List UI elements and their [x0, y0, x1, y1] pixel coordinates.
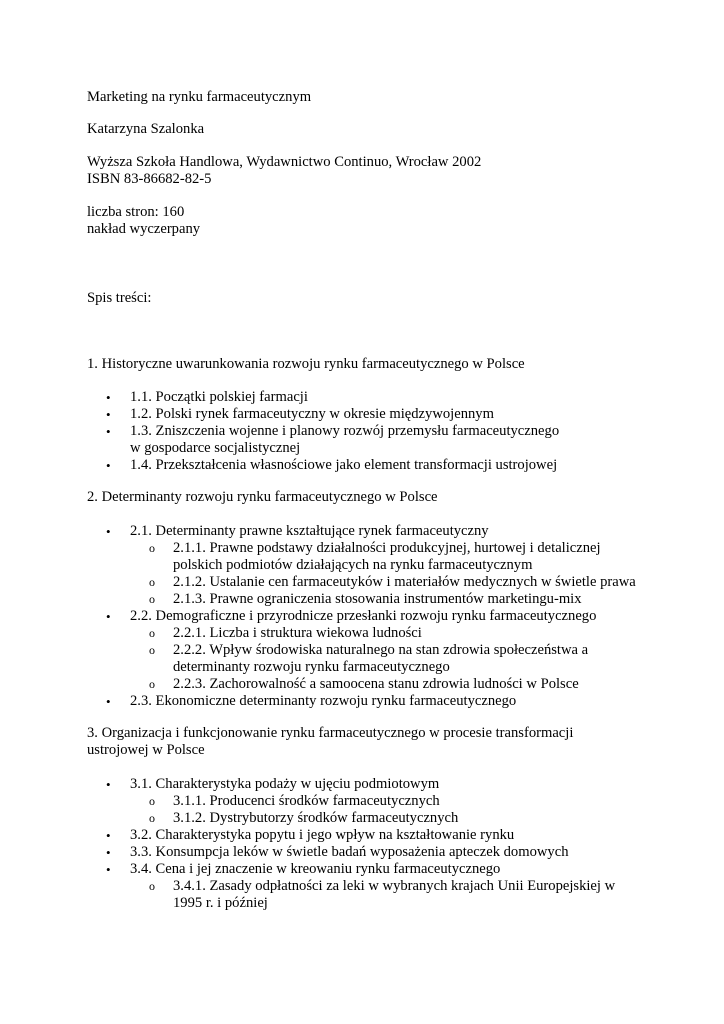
- book-pages: liczba stron: 160: [87, 204, 185, 220]
- toc-item: • 2.3. Ekonomiczne determinanty rozwoju rynku farmaceutycznego: [106, 693, 517, 709]
- toc-subitem: o 2.2.2. Wpływ środowiska naturalnego na stan zdrowia społeczeństwa a determinanty rozwoju rynku farmaceutycznego: [149, 642, 589, 675]
- circle-bullet-icon: o: [149, 541, 155, 555]
- bullet-icon: •: [106, 609, 111, 624]
- bullet-icon: •: [106, 524, 111, 539]
- toc-heading: Spis treści:: [87, 290, 152, 306]
- book-isbn: ISBN 83-86682-82-5: [87, 171, 212, 187]
- bullet-icon: •: [106, 458, 111, 473]
- toc-item: • 3.4. Cena i jej znaczenie w kreowaniu rynku farmaceutycznego: [106, 861, 501, 877]
- toc-item: • 2.1. Determinanty prawne kształtujące rynek farmaceutyczny: [106, 523, 489, 539]
- bullet-icon: •: [106, 777, 111, 792]
- bullet-icon: •: [106, 828, 111, 843]
- toc-subitem: o 3.1.1. Producenci środków farmaceutycznych: [149, 793, 440, 809]
- toc-item: • 2.2. Demograficzne i przyrodnicze przesłanki rozwoju rynku farmaceutycznego: [106, 608, 597, 624]
- toc-item: • 1.1. Początki polskiej farmacji: [106, 389, 308, 405]
- bullet-icon: •: [106, 862, 111, 877]
- book-publisher: Wyższa Szkoła Handlowa, Wydawnictwo Continuo, Wrocław 2002: [87, 154, 482, 170]
- toc-subitem: o 2.2.3. Zachorowalność a samoocena stanu zdrowia ludności w Polsce: [149, 676, 579, 692]
- book-author: Katarzyna Szalonka: [87, 121, 205, 137]
- toc-item: • 3.2. Charakterystyka popytu i jego wpływ na kształtowanie rynku: [106, 827, 515, 843]
- chapter-2-list: [87, 523, 647, 710]
- chapter-title: 1. Historyczne uwarunkowania rozwoju rynku farmaceutycznego w Polsce: [87, 356, 525, 372]
- chapter-title: 2. Determinanty rozwoju rynku farmaceutycznego w Polsce: [87, 489, 438, 505]
- chapter-3-list: [87, 776, 647, 912]
- book-edition: nakład wyczerpany: [87, 221, 201, 237]
- toc-subitem: o 2.1.1. Prawne podstawy działalności produkcyjnej, hurtowej i detalicznej polskich podmiotów działających na rynku farmaceutycznym: [149, 540, 601, 573]
- bullet-icon: •: [106, 845, 111, 860]
- circle-bullet-icon: o: [149, 643, 155, 657]
- bullet-icon: •: [106, 390, 111, 405]
- toc-subitem: o 3.1.2. Dystrybutorzy środków farmaceutycznych: [149, 810, 459, 826]
- toc-subitem: o 2.2.1. Liczba i struktura wiekowa ludności: [149, 625, 422, 641]
- toc-subitem: o 2.1.3. Prawne ograniczenia stosowania instrumentów marketingu-mix: [149, 591, 582, 607]
- toc-item: • 3.3. Konsumpcja leków w świetle badań wyposażenia apteczek domowych: [106, 844, 569, 860]
- bullet-icon: •: [106, 694, 111, 709]
- toc-subitem: o 3.4.1. Zasady odpłatności za leki w wybranych krajach Unii Europejskiej w 1995 r. i później: [149, 878, 616, 911]
- circle-bullet-icon: o: [149, 575, 155, 589]
- toc-item: • 3.1. Charakterystyka podaży w ujęciu podmiotowym: [106, 776, 440, 792]
- toc-item: • 1.3. Zniszczenia wojenne i planowy rozwój przemysłu farmaceutycznego w gospodarce socjalistycznej: [106, 423, 560, 456]
- circle-bullet-icon: o: [149, 879, 155, 893]
- circle-bullet-icon: o: [149, 626, 155, 640]
- toc-subitem: o 2.1.2. Ustalanie cen farmaceutyków i materiałów medycznych w świetle prawa: [149, 574, 636, 590]
- bullet-icon: •: [106, 407, 111, 422]
- toc-item: • 1.4. Przekształcenia własnościowe jako element transformacji ustrojowej: [106, 457, 558, 473]
- circle-bullet-icon: o: [149, 794, 155, 808]
- circle-bullet-icon: o: [149, 811, 155, 825]
- circle-bullet-icon: o: [149, 592, 155, 606]
- circle-bullet-icon: o: [149, 677, 155, 691]
- chapter-title: 3. Organizacja i funkcjonowanie rynku farmaceutycznego w procesie transformacji ustrojowej w Polsce: [87, 725, 574, 758]
- chapter-1-list: [87, 389, 647, 474]
- bullet-icon: •: [106, 424, 111, 439]
- toc-item: • 1.2. Polski rynek farmaceutyczny w okresie międzywojennym: [106, 406, 494, 422]
- book-title: Marketing na rynku farmaceutycznym: [87, 89, 312, 105]
